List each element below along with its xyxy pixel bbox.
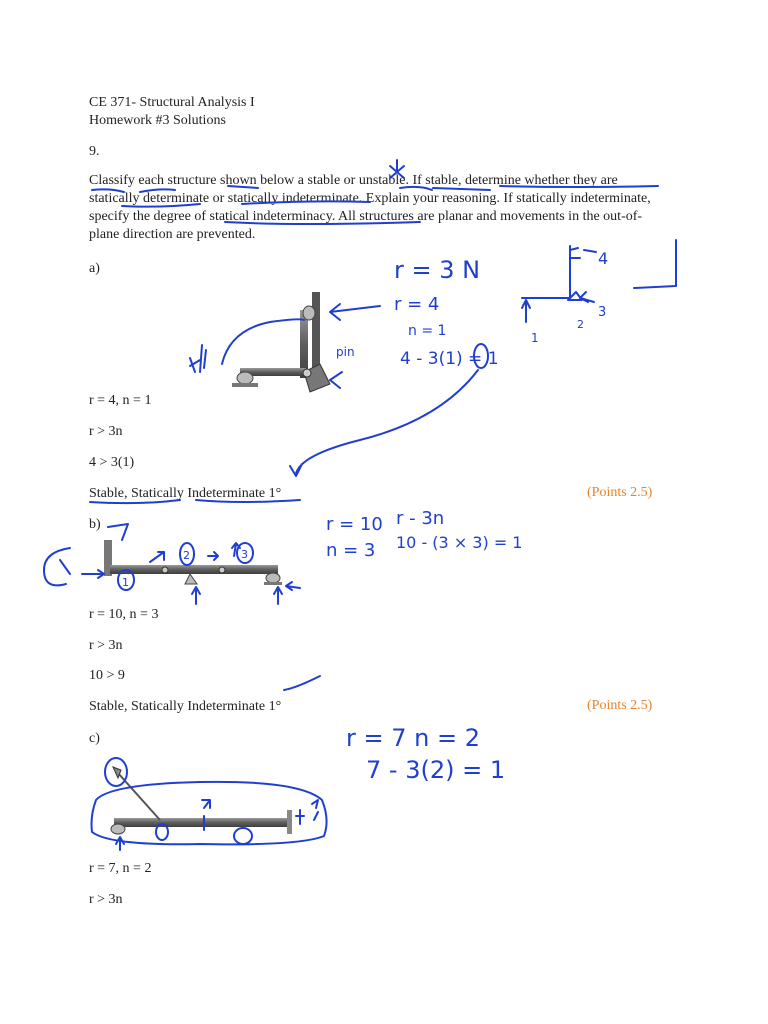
hw-a-pin: pin [336,345,355,359]
hw-a-calc: 4 - 3(1) = 1 [400,349,499,369]
part-a-answer: Stable, Statically Indeterminate 1° [89,486,282,501]
hw-b-f1: r - 3n [396,508,445,529]
course-title: CE 371- Structural Analysis I [89,95,255,110]
hw-corner-1: 1 [531,331,539,345]
hw-corner-3: 3 [598,305,607,320]
part-b-line-2: r > 3n [89,638,123,653]
part-c-line-2: r > 3n [89,892,123,907]
problem-statement: Classify each structure shown below a stable or unstable. If stable, determine whether they are statically determinate or statically indeterminate. Explain your reasoning. If statically indeterminate, specify the degree of statical indeterminacy. All structures are planar and movements in the out-of-plane direction are prevented. [89,173,651,242]
part-c-line-1: r = 7, n = 2 [89,861,152,876]
part-c-label: c) [89,731,100,746]
part-b-label: b) [89,517,101,532]
part-b-line-1: r = 10, n = 3 [89,607,159,622]
part-b-line-3: 10 > 9 [89,668,125,683]
part-b-answer: Stable, Statically Indeterminate 1° [89,699,282,714]
hw-a-r: r = 3 N [394,256,481,284]
part-a-points: (Points 2.5) [587,485,653,500]
part-b-points: (Points 2.5) [587,698,653,713]
hw-circle-2: 2 [183,549,190,562]
part-a-line-3: 4 > 3(1) [89,455,135,470]
hw-b-f2: 10 - (3 × 3) = 1 [396,533,523,552]
part-a-label: a) [89,261,100,276]
hw-corner-top: 4 [598,249,609,268]
hw-b-n: n = 3 [326,540,376,561]
hw-b-r: r = 10 [326,514,383,535]
hw-circle-1: 1 [122,576,129,589]
hw-a-r4: r = 4 [394,294,440,315]
problem-number: 9. [89,144,100,159]
structure-a-frame [232,292,330,392]
hw-c-line-1: r = 7 n = 2 [346,724,480,752]
handwriting-text [122,249,608,784]
hw-corner-2: 2 [577,318,584,331]
hw-circle-3: 3 [241,548,248,561]
hw-c-line-2: 7 - 3(2) = 1 [366,756,506,784]
part-a-line-1: r = 4, n = 1 [89,393,152,408]
hw-a-n: n = 1 [408,323,447,339]
assignment-title: Homework #3 Solutions [89,113,226,128]
part-a-line-2: r > 3n [89,424,123,439]
